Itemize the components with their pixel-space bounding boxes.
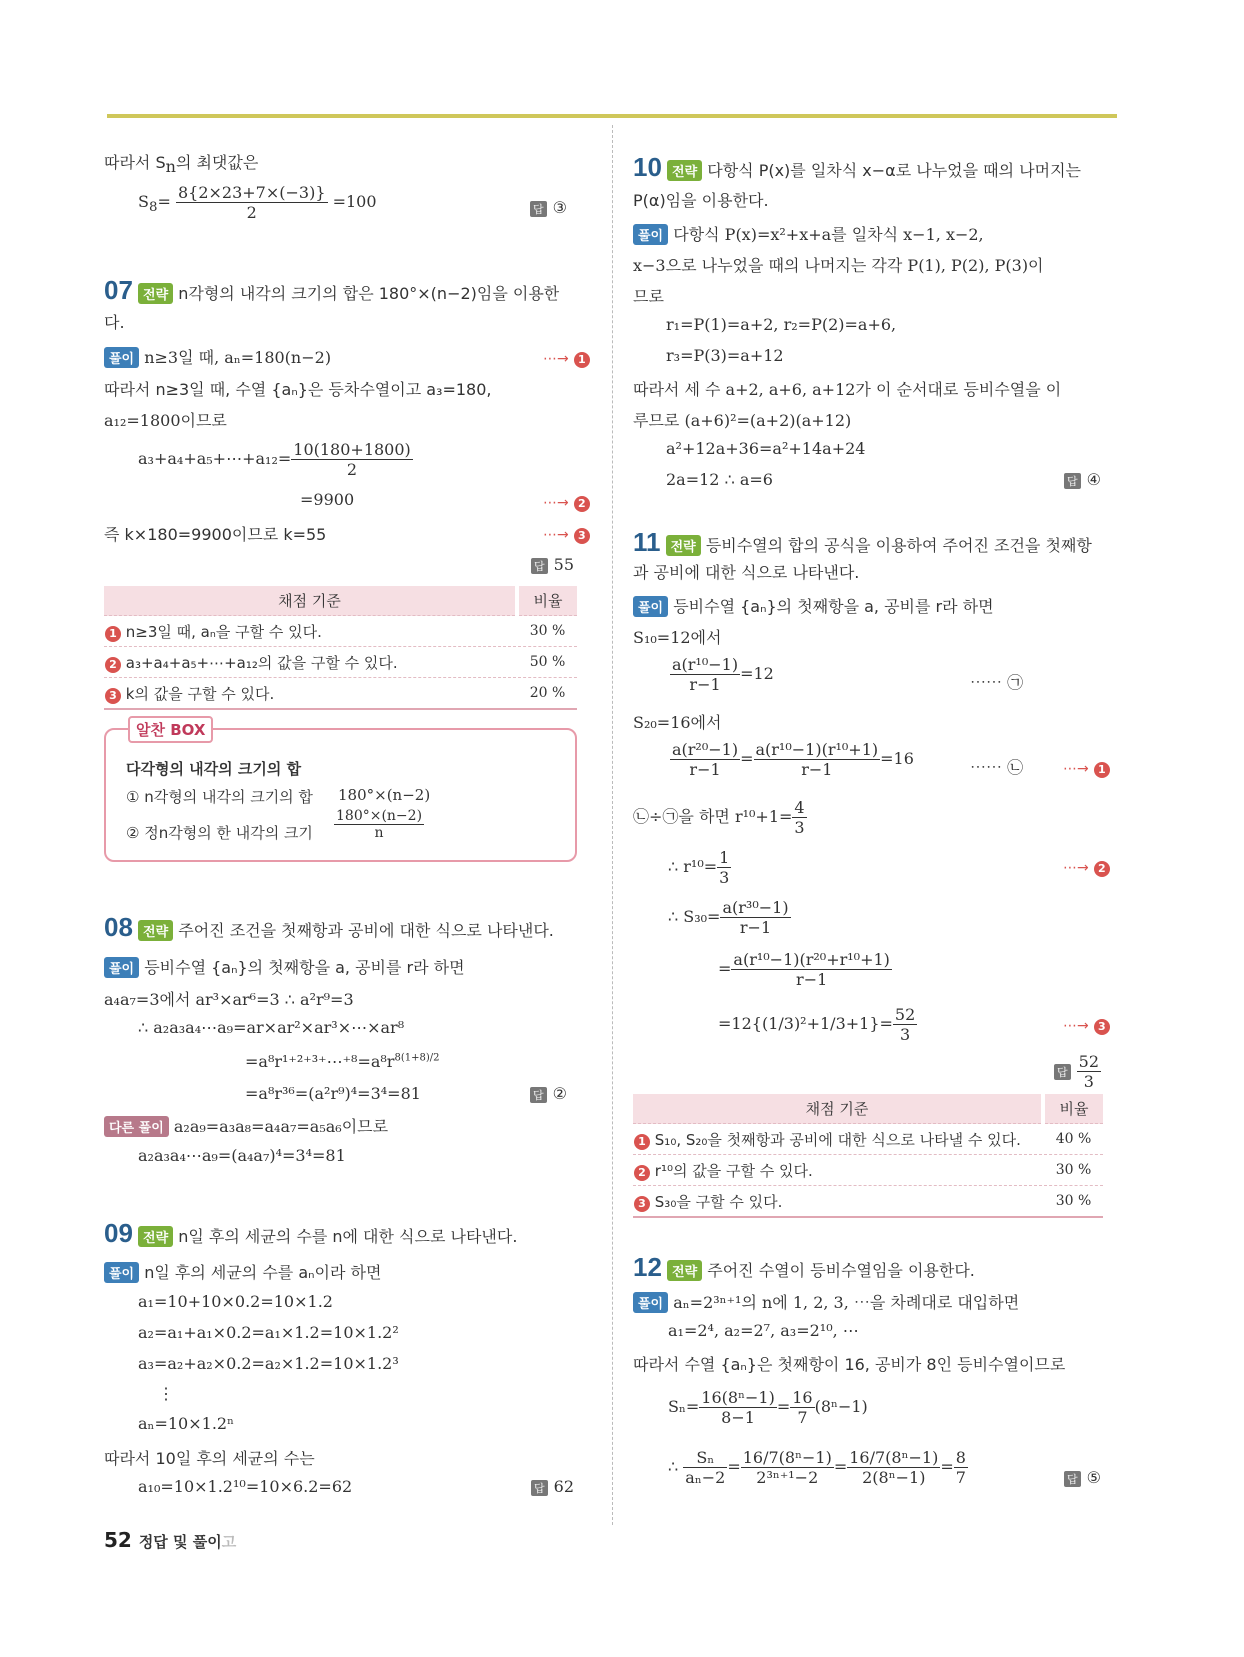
eq-mark-a: ⋯⋯ ㉠ [970,673,1024,692]
p10-line9: 2a=12 ∴ a=6 [666,470,773,489]
p07-line3: a₁₂=1800이므로 [104,411,227,430]
p07-line1: 풀이 n≥3일 때, aₙ=180(n−2) [104,345,331,368]
mark-1: ⋯→ 1 [543,348,590,368]
tip-item2-value: $\frac{180^\circ\times(n-2)}{n}$ [336,808,423,841]
strategy-tag: 전략 [138,283,173,304]
p08-line1: 풀이 등비수열 {aₙ}의 첫째항을 a, 공비를 r라 하면 [104,955,465,978]
p12-line2: a₁=2⁴, a₂=2⁷, a₃=2¹⁰, ⋯ [668,1321,859,1340]
grading-table-11: 채점 기준 비율 1 S₁₀, S₂₀을 첫째항과 공비에 대한 식으로 나타낼 수 있다. 40 % 2 r¹⁰의 값을 구할 수 있다. 30 % 3 S₃₀을 구할 수 있다. 30 % [633,1094,1103,1218]
grading-table-07: 채점 기준 비율 1 n≥3일 때, aₙ을 구할 수 있다. 30 % 2 a₃+a₄+a₅+⋯+a₁₂의 값을 구할 수 있다. 50 % 3 k의 값을 구할 수 있다. 20 % [104,586,577,710]
p11-strategy-cont: 과 공비에 대한 식으로 나타낸다. [633,563,860,582]
footer-fade: 고 [221,1533,237,1551]
problem-12-header: 12 전략 주어진 수열이 등비수열임을 이용한다. [633,1252,975,1282]
p09-line3: a₂=a₁+a₁×0.2=a₁×1.2=10×1.2² [138,1323,399,1342]
p10-line8: a²+12a+36=a²+14a+24 [666,439,866,458]
strategy-cont: 다. [104,313,125,332]
tip-item2-label: ② 정n각형의 한 내각의 크기 [126,824,313,842]
p07-answer: 답 55 [531,555,574,574]
p10-strategy-cont: P(α)임을 이용한다. [633,191,769,210]
problem-10-header: 10 전략 다항식 P(x)를 일차식 x−α로 나누었을 때의 나머지는 [633,152,1081,182]
mark-2: ⋯→ 2 [1063,857,1110,877]
column-divider [612,125,613,1525]
p07-line4: a₃+a₄+a₅+⋯+a₁₂= $\frac{10(180+1800)}{2}$ [138,440,411,479]
p11-line5: $\frac{\text{a(r²⁰−1)}}{r-1}$ = $\frac{\text{a(r¹⁰−1)(r¹⁰+1)}}{r-1}$ =16 [672,740,914,779]
p10-line7: 루므로 (a+6)²=(a+2)(a+12) [633,411,852,430]
tip-item1-value: 180°×(n−2) [338,786,431,804]
mark-3: ⋯→ 3 [543,524,590,544]
table-row: 3 S₃₀을 구할 수 있다. 30 % [633,1186,1103,1218]
p11-line10: =12{(1/3)²+1/3+1}= $\frac{52}{3}$ [718,1005,916,1044]
p12-line5: ∴ $\frac{\text{Sₙ}}{\text{aₙ−2}}$ = $\frac{\text{16/7(8ⁿ−1)}}{\text{2³ⁿ⁺¹−2}}$ = $\frac{\text{16/7(8ⁿ−1)}}{\text{2(8ⁿ−1)}}$ = $\frac{8}{7}$ [668,1448,966,1487]
p10-line5: r₃=P(3)=a+12 [666,346,784,365]
p09-line5: ⋮ [158,1384,174,1403]
p11-answer: 답 $\frac{52}{3}$ [1054,1052,1101,1091]
p08-line2: a₄a₇=3에서 ar³×ar⁶=3 ∴ a²r⁹=3 [104,990,354,1009]
p07-line6: 즉 k×180=9900이므로 k=55 [104,525,327,544]
p10-line6: 따라서 세 수 a+2, a+6, a+12가 이 순서대로 등비수열을 이 [633,380,1062,399]
p10-line3: 므로 [633,287,664,306]
footer-label: 정답 및 풀이 [138,1533,222,1551]
p11-line3: $\frac{\text{a(r¹⁰−1)}}{r-1}$ =12 [672,655,774,694]
p08-alt1: 다른 풀이 a₂a₉=a₃a₈=a₄a₇=a₅a₆이므로 [104,1114,388,1137]
p10-line4: r₁=P(1)=a+2, r₂=P(2)=a+6, [666,315,897,334]
page-number: 52 [104,1528,132,1552]
p09-line8: a₁₀=10×1.2¹⁰=10×6.2=62 [138,1477,353,1496]
p11-line8: ∴ S₃₀= $\frac{\text{a(r³⁰−1)}}{r-1}$ [668,898,789,937]
table-row: 1 n≥3일 때, aₙ을 구할 수 있다. 30 % [104,616,577,647]
p07-line2: 따라서 n≥3일 때, 수열 {aₙ}은 등차수열이고 a₃=180, [104,380,492,399]
p12-line4: Sₙ= $\frac{\text{16(8ⁿ−1)}}{8-1}$ = $\frac{16}{7}$ (8ⁿ−1) [668,1388,868,1427]
p12-line3: 따라서 수열 {aₙ}은 첫째항이 16, 공비가 8인 등비수열이므로 [633,1355,1066,1374]
p12-answer: 답 ⑤ [1064,1468,1101,1487]
page-footer [104,1528,236,1552]
p09-line7: 따라서 10일 후의 세균의 수는 [104,1449,315,1468]
problem-09-header: 09 전략 n일 후의 세균의 수를 n에 대한 식으로 나타낸다. [104,1218,518,1248]
table-row: 2 a₃+a₄+a₅+⋯+a₁₂의 값을 구할 수 있다. 50 % [104,647,577,678]
intro-line: 따라서 $S_n$의 최댓값은 [104,153,259,177]
p10-line1: 풀이 다항식 P(x)=x²+x+a를 일차식 x−1, x−2, [633,222,984,245]
p08-line4: $=a^8r^{1+2+3+}\cdots^{+8}=a^8r^{8(1+8)/2}$ [245,1052,440,1071]
p09-line4: a₃=a₂+a₂×0.2=a₂×1.2=10×1.2³ [138,1354,399,1373]
table-row: 3 k의 값을 구할 수 있다. 20 % [104,678,577,710]
p08-line3: ∴ a₂a₃a₄⋯a₉=ar×ar²×ar³×⋯×ar⁸ [138,1018,405,1037]
p09-line2: a₁=10+10×0.2=10×1.2 [138,1292,333,1311]
tip-item1-label: ① n각형의 내각의 크기의 합 [126,788,313,806]
p08-alt2: a₂a₃a₄⋯a₉=(a₄a₇)⁴=3⁴=81 [138,1146,346,1165]
eq-mark-b: ⋯⋯ ㉡ [970,758,1024,777]
mark-3: ⋯→ 3 [1063,1015,1110,1035]
p11-line9: = $\frac{\text{a(r¹⁰−1)(r²⁰+r¹⁰+1)}}{r-1}$ [718,950,890,989]
p10-line2: x−3으로 나누었을 때의 나머지는 각각 P(1), P(2), P(3)이 [633,256,1044,275]
p12-line1: 풀이 aₙ=2³ⁿ⁺¹의 n에 1, 2, 3, ⋯을 차례대로 대입하면 [633,1290,1019,1313]
intro-answer: 답 ③ [530,198,567,217]
p10-answer: 답 ④ [1064,470,1101,489]
p11-line6: ㉡÷㉠을 하면 r¹⁰+1= $\frac{4}{3}$ [633,798,805,837]
p11-line1: 풀이 등비수열 {aₙ}의 첫째항을 a, 공비를 r라 하면 [633,594,994,617]
tip-box [104,721,577,862]
table-row: 2 r¹⁰의 값을 구할 수 있다. 30 % [633,1155,1103,1186]
p11-line4: S₂₀=16에서 [633,713,722,732]
table-row: 1 S₁₀, S₂₀을 첫째항과 공비에 대한 식으로 나타낼 수 있다. 40 % [633,1124,1103,1155]
problem-11-header: 11 전략 등비수열의 합의 공식을 이용하여 주어진 조건을 첫째항 [633,527,1092,557]
problem-08-header: 08 전략 주어진 조건을 첫째항과 공비에 대한 식으로 나타낸다. [104,912,554,942]
p11-line7: ∴ r¹⁰= $\frac{1}{3}$ [668,848,730,887]
p11-line2: S₁₀=12에서 [633,628,722,647]
p08-answer: 답 ② [530,1084,567,1103]
p09-answer: 답 62 [531,1477,574,1496]
p09-line1: 풀이 n일 후의 세균의 수를 aₙ이라 하면 [104,1260,381,1283]
p09-line6: aₙ=10×1.2ⁿ [138,1414,234,1433]
p07-line5: =9900 [300,490,355,509]
intro-formula: $S_8=$ $\frac{8\{2\times 23+7\times(-3)\}}{2}$ =100 [138,183,377,222]
tip-box-heading: 다각형의 내각의 크기의 합 [126,760,302,778]
tip-box-title: 알찬 BOX [128,716,213,743]
mark-2: ⋯→ 2 [543,492,590,512]
mark-1: ⋯→ 1 [1063,758,1110,778]
p08-line5: =a⁸r³⁶=(a²r⁹)⁴=3⁴=81 [245,1084,421,1103]
top-rule [107,114,1117,118]
problem-07-header: 07 전략 n각형의 내각의 크기의 합은 180°×(n−2)임을 이용한 [104,275,560,305]
